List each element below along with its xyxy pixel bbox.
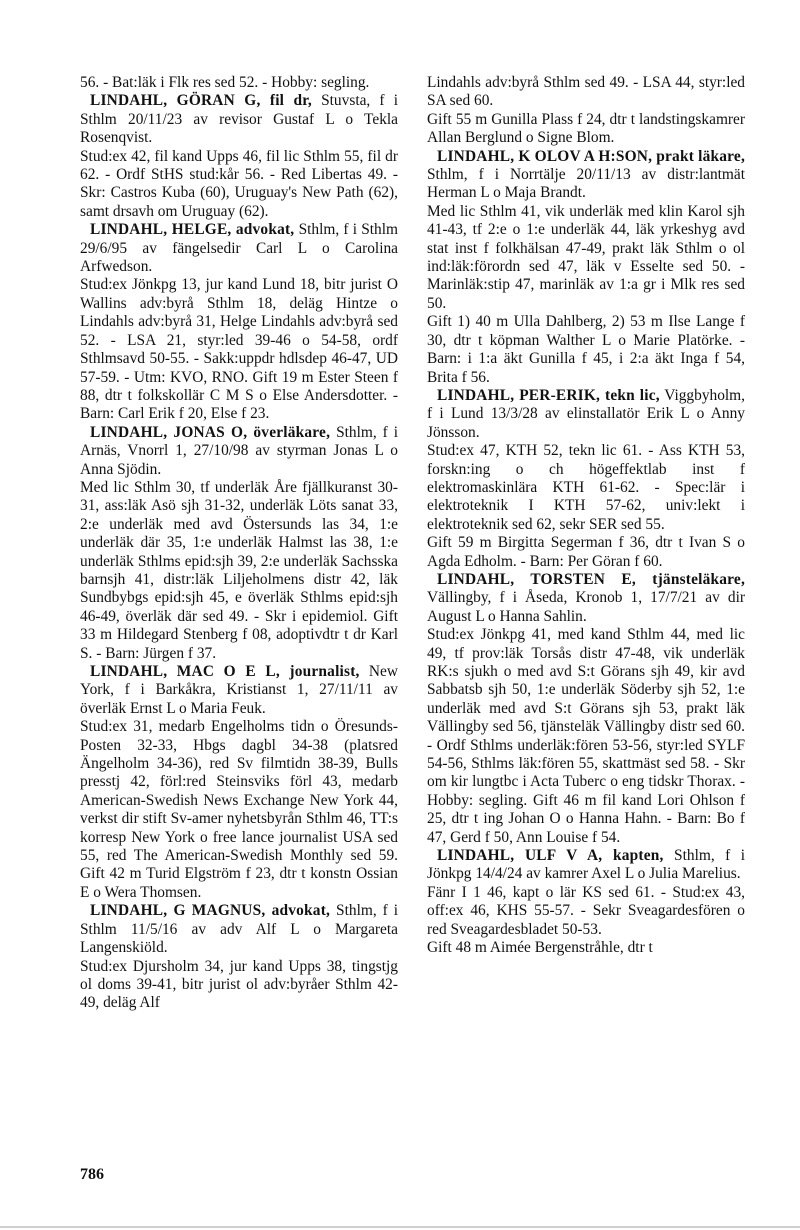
- entry: LINDAHL, JONAS O, överläkare, Sthlm, f i Arnäs, Vnorrl 1, 27/10/98 av styrman Jonas L o Anna Sjödin.: [80, 423, 398, 478]
- entry: Gift 1) 40 m Ulla Dahlberg, 2) 53 m Ilse Lange f 30, dtr t köpman Walther L o Marie Platörke. - Barn: i 1:a äkt Gunilla f 45, i 2:a äkt Inga f 54, Brita f 56.: [427, 313, 745, 386]
- entry: Stud:ex Djursholm 34, jur kand Upps 38, tingstjg ol doms 39-41, bitr jurist ol adv:byråer Sthlm 42-49, deläg Alf: [80, 957, 398, 1012]
- left-column: [80, 74, 398, 1013]
- entry: Gift 48 m Aimée Bergenstråhle, dtr t: [427, 939, 653, 957]
- entry: Stud:ex 47, KTH 52, tekn lic 61. - Ass KTH 53, forskn:ing o ch högeffektlab inst f elektromaskinlära KTH 61-62. - Spec:lär i elektroteknik I KTH 57-62, univ:lekt i elektroteknik sed 62, sekr SER sed 55.: [427, 442, 745, 533]
- entry: Stud:ex 42, fil kand Upps 46, fil lic Sthlm 55, fil dr 62. - Ordf StHS stud:kår 56. - Red Libertas 49. - Skr: Castros Kuba (60), Uruguay's New Path (62), samt drsavh om Uruguay (62).: [80, 147, 398, 220]
- entry: LINDAHL, MAC O E L, journalist, New York, f i Barkåkra, Kristianst 1, 27/11/11 av överläk Ernst L o Maria Feuk.: [80, 663, 398, 717]
- entry: LINDAHL, GÖRAN G, fil dr, Stuvsta, f i Sthlm 20/11/23 av revisor Gustaf L o Tekla Rosenqvist.: [80, 92, 398, 147]
- entry: LINDAHL, ULF V A, kapten, Sthlm, f i Jönkpg 14/4/24 av kamrer Axel L o Julia Marelius.: [427, 847, 745, 883]
- entry: Gift 59 m Birgitta Segerman f 36, dtr t Ivan S o Agda Edholm. - Barn: Per Göran f 60.: [427, 534, 745, 570]
- page-number: 786: [80, 1166, 104, 1183]
- entry: LINDAHL, K OLOV A H:SON, prakt läkare, Sthlm, f i Norrtälje 20/11/13 av distr:lantmät Herman L o Maja Brandt.: [427, 147, 745, 202]
- entry: LINDAHL, PER-ERIK, tekn lic, Viggbyholm, f i Lund 13/3/28 av elinstallatör Erik L o Anny Jönsson.: [427, 386, 745, 441]
- entry: 56. - Bat:läk i Flk res sed 52. - Hobby: segling.: [80, 74, 370, 91]
- entry: Stud:ex Jönkpg 41, med kand Sthlm 44, med lic 49, tf prov:läk Torsås distr 47-48, vik underläk RK:s sjukh o med avd S:t Görans sjh 49, kir avd Sabbatsb sjh 50, 1:e underläk Söderby sjh 52, 1:e underläk med avd S:t Görans sjh 53, prakt läk Vällingby sed 56, tjänsteläk Vällingby distr sed 60. - Ordf Sthlms underläk:fören 53-56, styr:led SYLF 54-56, Sthlms läk:fören 55, skattmäst sed 58. - Skr om kir lungtbc i Acta Tuberc o eng tidskr Thorax. - Hobby: segling. Gift 46 m fil kand Lori Ohlson f 25, dtr t ing Johan O o Hanna Hahn. - Barn: Bo f 47, Gerd f 50, Ann Louise f 54.: [427, 626, 745, 846]
- entry: Stud:ex 31, medarb Engelholms tidn o Öresunds-Posten 32-33, Hbgs dagbl 34-38 (platsred Ängelholm 34-36), red Sv filmtidn 38-39, Bulls presstj 42, förl:red Steinsviks förl 43, medarb American-Swedish News Exchange New York 44, verkst dir stift Sv-amer nyhetsbyrån Sthlm 46, TT:s korresp New York o free lance journalist USA sed 55, red The American-Swedish Monthly sed 59. Gift 42 m Turid Elgström f 23, dtr t konstn Ossian E o Wera Thomsen.: [80, 718, 398, 901]
- entry: Fänr I 1 46, kapt o lär KS sed 61. - Stud:ex 43, off:ex 46, KHS 55-57. - Sekr Sveagardesfören o red Sveagardesbladet 50-53.: [427, 883, 745, 938]
- entry: Stud:ex Jönkpg 13, jur kand Lund 18, bitr jurist O Wallins adv:byrå Sthlm 18, deläg Hintze o Lindahls adv:byrå 31, Helge Lindahls adv:byrå sed 52. - LSA 21, styr:led 39-46 o 54-58, ordf Sthlmsavd 50-55. - Sakk:uppdr hdlsdep 46-47, UD 57-59. - Utm: KVO, RNO. Gift 19 m Ester Steen f 88, dtr t folkskollär C M S o Else Andersdotter. - Barn: Carl Erik f 20, Else f 23.: [80, 276, 398, 423]
- right-column: [427, 74, 745, 958]
- entry: Gift 55 m Gunilla Plass f 24, dtr t landstingskamrer Allan Berglund o Signe Blom.: [427, 110, 745, 147]
- entry: LINDAHL, HELGE, advokat, Sthlm, f i Sthlm 29/6/95 av fängelsedir Carl L o Carolina Arfwedson.: [80, 221, 398, 276]
- entry: Med lic Sthlm 41, vik underläk med klin Karol sjh 41-43, tf 2:e o 1:e underläk 44, läk yrkeshyg avd stat inst f folkhälsan 47-49, prakt läk Sthlm o ol ind:läk:förordn sed 47, läk v Esselte sed 50. - Marinläk:stip 47, marinläk av 1:a gr i Mlk res sed 50.: [427, 202, 745, 312]
- entry: LINDAHL, G MAGNUS, advokat, Sthlm, f i Sthlm 11/5/16 av adv Alf L o Margareta Langenskiöld.: [80, 902, 398, 957]
- entry: Lindahls adv:byrå Sthlm sed 49. - LSA 44, styr:led SA sed 60.: [427, 74, 745, 110]
- entry: LINDAHL, TORSTEN E, tjänsteläkare, Vällingby, f i Åseda, Kronob 1, 17/7/21 av dir August L o Hanna Sahlin.: [427, 570, 745, 625]
- entry: Med lic Sthlm 30, tf underläk Åre fjällkuranst 30-31, ass:läk Asö sjh 31-32, underläk Löts sanat 33, 2:e underläk med avd Östersunds las 34, 1:e underläk där 35, 1:e underläk Halmst las 38, 1:e underläk Sthlms epid:sjh 39, 2:e underläk Sachsska barnsjh 41, distr:läk Liljeholmens distr 42, läk Sundbybgs epid:sjh 45, e överläk Sthlms epid:sjh 46-49, överläk där sed 49. - Skr i epidemiol. Gift 33 m Hildegard Stenberg f 08, adoptivdtr t dr Karl S. - Barn: Jürgen f 37.: [80, 478, 398, 662]
- page-edge-divider: [0, 1226, 800, 1228]
